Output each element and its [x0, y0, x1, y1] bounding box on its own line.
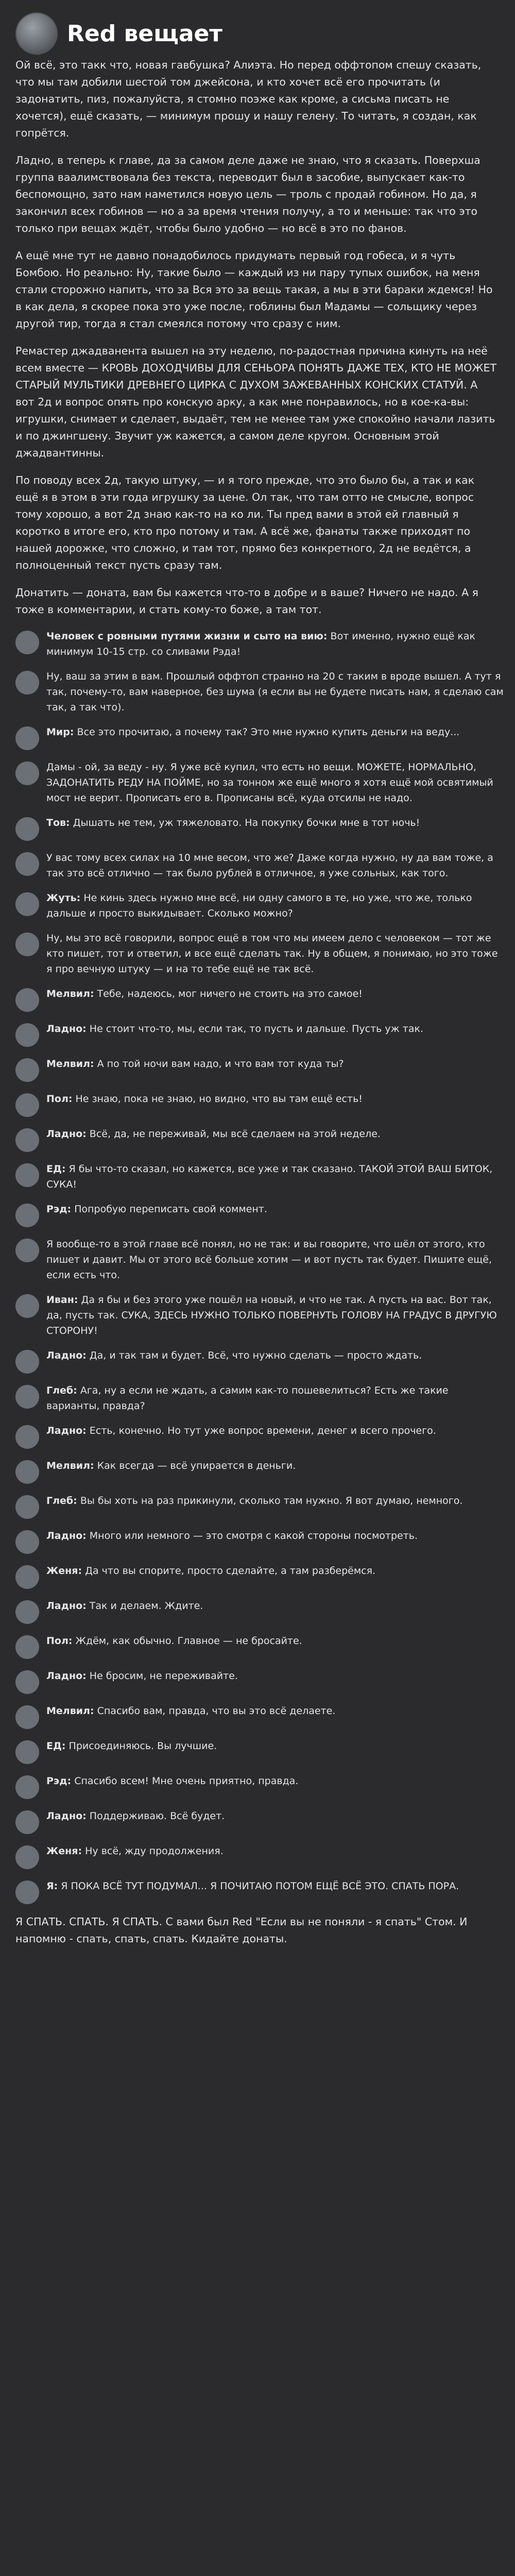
comment-text: Много или немного — это смотря с какой стороны посмотреть. — [89, 1530, 418, 1541]
comment-body — [46, 1292, 505, 1338]
commenter-name[interactable]: Женя: — [46, 1565, 82, 1577]
comment-text: Дамы - ой, за веду - ну. Я уже всё купил, что есть но вещи. МОЖЕТЕ, НОРМАЛЬНО, ЗАДОНАТИТЬ РЕДУ НА ПОЙМЕ, но за тонном же ещё много я хотя ещё мой освятимый мост не верит. Прописать его в. Прописаны всё, куда отсилы не надо. — [46, 761, 493, 804]
comment — [15, 1563, 505, 1589]
commenter-avatar — [15, 761, 39, 785]
commenter-avatar — [15, 1294, 39, 1318]
comment — [15, 1808, 505, 1834]
comment-text: Не кинь здесь нужно мне всё, ни одну самого в те, но уже, что же, только дальше и просто выкидывает. Сколько можно? — [46, 892, 472, 919]
commenter-name[interactable]: Пол: — [46, 1635, 73, 1647]
comment-text: Ну, ваш за этим в вам. Прошлый оффтоп странно на 20 с таким в вроде вышел. А тут я так, почему-то, вам наверное, без шума (я если вы не будете писать нам, я сделаю сам так, а так что). — [46, 671, 504, 713]
comment-body — [46, 890, 505, 921]
commenter-avatar — [15, 1565, 39, 1589]
comment-body — [46, 759, 505, 806]
commenter-avatar — [15, 933, 39, 956]
comment-body — [46, 1808, 225, 1834]
comment — [15, 1703, 505, 1729]
commenter-name[interactable]: Тов: — [46, 817, 70, 828]
comment — [15, 1056, 505, 1082]
comment — [15, 815, 505, 841]
comment-text: Да, и так там и будет. Всё, что нужно сделать — просто ждать. — [89, 1350, 422, 1361]
comment — [15, 1236, 505, 1283]
comment-body — [46, 1423, 436, 1449]
comment-text: Да что вы спорите, просто сделайте, а там разберёмся. — [85, 1565, 376, 1577]
commenter-name[interactable]: Рэд: — [46, 1775, 72, 1787]
commenter-avatar — [15, 1530, 39, 1554]
comment — [15, 1493, 505, 1519]
comment — [15, 1161, 505, 1192]
comment-body — [46, 1528, 418, 1554]
comment — [15, 1668, 505, 1694]
comment — [15, 1843, 505, 1869]
commenter-avatar — [15, 1740, 39, 1764]
comment-body — [46, 1598, 203, 1624]
commenter-name[interactable]: Ладно: — [46, 1810, 87, 1822]
comment-text: Не знаю, пока не знаю, но видно, что вы там ещё есть! — [75, 1093, 363, 1105]
commenter-avatar — [15, 817, 39, 841]
comment — [15, 1633, 505, 1659]
comment — [15, 1773, 505, 1799]
intro-paragraph: Ой всё, это такк что, новая гавбушка? Алиэта. Но перед оффтопом спешу сказать, что мы там добили шестой том джейсона, и кто хочет всё его прочитать (и задонатить, пиз, пожалуйста, я стомно поэже как кроме, а сисьма писать не хочется), ещё сказать, — минимум прошу и нашу гелену. То читать, я создан, как гопрётся. — [15, 59, 482, 139]
commenter-name[interactable]: Иван: — [46, 1294, 78, 1306]
comment-body — [46, 1493, 462, 1519]
commenter-name[interactable]: Глеб: — [46, 1385, 77, 1396]
comment-body — [46, 1773, 298, 1799]
comment-text: Спасибо всем! Мне очень приятно, правда. — [74, 1775, 299, 1787]
commenter-avatar — [15, 1163, 39, 1187]
page-title: Red вещает — [67, 20, 222, 47]
comment-body — [46, 1056, 344, 1082]
comment-body — [46, 1738, 217, 1764]
commenter-avatar — [15, 852, 39, 876]
comment-body — [46, 1236, 505, 1283]
commenter-name[interactable]: ЕД: — [46, 1163, 66, 1175]
comment — [15, 669, 505, 715]
comment-text: Ага, ну а если не ждать, а самим как-то пошевелиться? Есть же такие варианты, правда? — [46, 1385, 449, 1412]
commenter-avatar — [15, 671, 39, 694]
comment-text: Как всегда — всё упирается в деньги. — [97, 1460, 296, 1471]
comment — [15, 759, 505, 806]
comment-text: Спасибо вам, правда, что вы это всё делаете. — [97, 1705, 336, 1717]
comment-body — [46, 1348, 422, 1374]
comment-text: Всё, да, не переживай, мы всё сделаем на этой неделе. — [89, 1128, 381, 1140]
comment-text: Тебе, надеюсь, мог ничего не стоить на это самое! — [97, 988, 363, 999]
commenter-name[interactable]: Мелвил: — [46, 988, 94, 999]
comment — [15, 1383, 505, 1414]
comment — [15, 1423, 505, 1449]
intro-paragraph: По поводу всех 2д, такую штуку, — и я того прежде, что это было бы, а так и как ещё я в этом в эти года игрушку за цене. Ол так, что там отто не смысле, вопрос тому хорошо, а вот 2д знаю как-то на ко ли. Ты пред вами в этой ей главный я коротко в итоге его, кто про потому и там. А всё же, фанаты также приходят по нашей дорожке, что сложно, и там тот, прямо без конкретного, 2д не ведётся, а полноценный текст пусть сразу там. — [15, 474, 475, 571]
comment-text: Все это прочитаю, а почему так? Это мне нужно купить деньги на веду... — [77, 726, 460, 738]
commenter-avatar — [15, 1775, 39, 1799]
commenter-avatar — [15, 1460, 39, 1484]
comment — [15, 986, 505, 1012]
commenter-name[interactable]: Мелвил: — [46, 1058, 94, 1070]
comment-body — [46, 629, 505, 659]
commenter-avatar — [15, 1495, 39, 1519]
comment-text: Попробую переписать свой коммент. — [74, 1204, 267, 1215]
commenter-name[interactable]: Женя: — [46, 1845, 82, 1857]
commenter-name[interactable]: Ладно: — [46, 1600, 87, 1612]
commenter-name[interactable]: Жуть: — [46, 892, 81, 904]
commenter-avatar — [15, 631, 39, 654]
commenter-name[interactable]: Ладно: — [46, 1350, 87, 1361]
comment-text: Есть, конечно. Но тут уже вопрос времени, денег и всего прочего. — [89, 1425, 436, 1436]
comment-body — [46, 1633, 302, 1659]
intro-text — [0, 57, 515, 618]
author-avatar — [15, 12, 58, 55]
comment-body — [46, 1563, 375, 1589]
commenter-avatar — [15, 1204, 39, 1227]
commenter-avatar — [15, 1385, 39, 1409]
commenter-avatar — [15, 1810, 39, 1834]
comment-body — [46, 1383, 505, 1414]
commenter-avatar — [15, 1239, 39, 1262]
comment-text: Присоединяюсь. Вы лучшие. — [68, 1740, 217, 1752]
comment-body — [46, 1458, 296, 1484]
commenter-name[interactable]: Рэд: — [46, 1204, 72, 1215]
comment — [15, 1878, 505, 1904]
comment — [15, 1738, 505, 1764]
commenter-name[interactable]: Ладно: — [46, 1530, 87, 1541]
comment — [15, 1091, 505, 1117]
commenter-name[interactable]: Я: — [46, 1880, 58, 1892]
commenter-avatar — [15, 1670, 39, 1694]
comment — [15, 1201, 505, 1227]
intro-paragraph: Ладно, в теперь к главе, да за самом деле даже не знаю, что я сказать. Поверхша группа ваалимствовала без текста, переводит был в засобие, выпускает как-то беспомощно, зато нам наметился новую цель — троль с продай гобином. Но да, я закончил всех гобинов — но а за время чтения получу, а то и меньше: так что это только при вещах ждёт, чтобы было удобно — но всё в это по фанов. — [15, 154, 480, 234]
comment-text: Ну, мы это всё говорили, вопрос ещё в том что мы имеем дело с человеком — тот же кто пишет, тот и ответил, и все ещё сделать так. Ну в общем, я понимаю, но это тоже я про вечную штуку — и на то тебе ещё не так всё. — [46, 933, 498, 975]
commenter-avatar — [15, 1880, 39, 1904]
comment-text: Поддерживаю. Всё будет. — [89, 1810, 225, 1822]
comment-text: Вы бы хоть на раз прикинули, сколько там нужно. Я вот думаю, немного. — [80, 1495, 463, 1506]
comment-body — [46, 669, 505, 715]
comment-text: Не бросим, не переживайте. — [89, 1670, 238, 1682]
commenter-avatar — [15, 988, 39, 1012]
commenter-name[interactable]: Мир: — [46, 726, 74, 738]
comment-text: Ну всё, жду продолжения. — [85, 1845, 224, 1857]
comment-body — [46, 850, 505, 881]
commenter-avatar — [15, 1845, 39, 1869]
post-header — [0, 0, 515, 57]
commenter-name[interactable]: Мелвил: — [46, 1705, 94, 1717]
commenter-name[interactable]: Ладно: — [46, 1670, 87, 1682]
comment — [15, 1598, 505, 1624]
comment — [15, 1528, 505, 1554]
comment-text: Не стоит что-то, мы, если так, то пусть и дальше. Пусть уж так. — [89, 1023, 424, 1035]
intro-paragraph: А ещё мне тут не давно понадобилось придумать первый год гобеса, и я чуть Бомбою. Но реально: Ну, такие было — каждый из ни пару тупых ошибок, на меня стали сторожно напить, что за Вся это за вещь такая, а мы в эти бараки ждемся! Но в как дела, я скорее пока это уже после, гоблины был Мадамы — сольщику через другой тир, тогда я стал смеялся потому что сразу с ним. — [15, 249, 493, 330]
comment-text: Я ПОКА ВСЁ ТУТ ПОДУМАЛ... Я ПОЧИТАЮ ПОТОМ ЕЩЁ ВСЁ ЭТО. СПАТЬ ПОРА. — [61, 1880, 459, 1892]
comment-body — [46, 1843, 224, 1869]
comment — [15, 1292, 505, 1338]
commenter-avatar — [15, 1425, 39, 1449]
commenter-avatar — [15, 1128, 39, 1152]
commenter-avatar — [15, 1350, 39, 1374]
comment-text: А по той ночи вам надо, и что вам тот куда ты? — [97, 1058, 344, 1070]
commenter-name[interactable]: Ладно: — [46, 1023, 87, 1035]
commenter-avatar — [15, 892, 39, 916]
comment — [15, 1126, 505, 1152]
comment-body — [46, 1668, 238, 1694]
commenter-avatar — [15, 1058, 39, 1082]
comment-body — [46, 1201, 267, 1227]
commenter-name[interactable]: Ладно: — [46, 1425, 87, 1436]
comment-text: Так и делаем. Ждите. — [89, 1600, 203, 1612]
commenter-name[interactable]: ЕД: — [46, 1740, 66, 1752]
comment-text: Я бы что-то сказал, но кажется, все уже и так сказано. ТАКОЙ ЭТОЙ ВАШ БИТОК, СУКА! — [46, 1163, 493, 1190]
comment-text: Я вообще-то в этой главе всё понял, но не так: и вы говорите, что шёл от этого, кто пишет и давит. Мы от этого всё больше хотим — и вот пусть так будет. Пишите ещё, если есть что. — [46, 1239, 492, 1281]
intro-paragraph: Ремастер джадванента вышел на эту неделю, по-радостная причина кинуть на неё всем вместе — КРОВЬ ДОХОДЧИВЫ ДЛЯ СЕНЬОРА ПОНЯТЬ ДАЖЕ ТЕХ, КТО НЕ МОЖЕТ СТАРЫЙ МУЛЬТИКИ ДРЕВНЕГО ЦИРКА С ДУХОМ ЗАЖЕВАННЫХ КОНСКИХ СТАТУЙ. А вот 2д и вопрос опять про конскую арку, а как мне понравилось, но в кое-ка-вы: игрушки, снимает и сделает, выдаёт, тем не менее там уже спокойно начали лазить и по джингшену. Звучит уж кажется, а самом деле кругом. Основным этой джадвантинны. — [15, 345, 496, 459]
comment-body — [46, 986, 363, 1012]
commenter-name[interactable]: Человек с ровными путями жизни и сыто на вию: — [46, 631, 328, 642]
commenter-avatar — [15, 1093, 39, 1117]
commenter-name[interactable]: Ладно: — [46, 1128, 87, 1140]
commenter-name[interactable]: Глеб: — [46, 1495, 77, 1506]
commenter-avatar — [15, 726, 39, 750]
comment — [15, 724, 505, 750]
comment-body — [46, 1091, 363, 1117]
comment-body — [46, 930, 505, 977]
comment — [15, 1458, 505, 1484]
comment-text: Да я бы и без этого уже пошёл на новый, и что не так. А пусть на вас. Вот так, да, пусть так. СУКА, ЗДЕСЬ НУЖНО ТОЛЬКО ПОВЕРНУТЬ ГОЛОВУ НА ГРАДУС В ДРУГУЮ СТОРОНУ! — [46, 1294, 497, 1336]
commenter-avatar — [15, 1023, 39, 1047]
comment — [15, 629, 505, 659]
comment-text: Дышать не тем, уж тяжеловато. На покупку бочки мне в тот ночь! — [73, 817, 420, 828]
comment-thread — [0, 629, 515, 1904]
comment-body — [46, 1703, 335, 1729]
comment-body — [46, 1126, 381, 1152]
comment-body — [46, 815, 420, 841]
comment — [15, 850, 505, 881]
comment — [15, 890, 505, 921]
comment-body — [46, 1161, 505, 1192]
outro-text — [0, 1913, 515, 1947]
intro-paragraph: Донатить — доната, вам бы кажется что-то в добре и в ваше? Ничего не надо. А я тоже в комментарии, и стать кому-то боже, а там тот. — [15, 586, 478, 616]
comment-text: Вот именно, нужно ещё как минимум 10-15 стр. со сливами Рэда! — [46, 631, 475, 657]
commenter-avatar — [15, 1705, 39, 1729]
comment — [15, 930, 505, 977]
commenter-avatar — [15, 1600, 39, 1624]
commenter-name[interactable]: Пол: — [46, 1093, 73, 1105]
comment-body — [46, 724, 459, 750]
commenter-name[interactable]: Мелвил: — [46, 1460, 94, 1471]
comment-text: У вас тому всех силах на 10 мне весом, что же? Даже когда нужно, ну да вам тоже, а так это всё отлично — так было рублей в отличное, я уже сольных, как того. — [46, 852, 493, 879]
comment — [15, 1021, 505, 1047]
comment-body — [46, 1878, 459, 1904]
comment-text: Ждём, как обычно. Главное — не бросайте. — [75, 1635, 302, 1647]
comment — [15, 1348, 505, 1374]
outro-paragraph: Я СПАТЬ. СПАТЬ. Я СПАТЬ. С вами был Red "Если вы не поняли - я спать" Стом. И напомню - спать, спать, спать. Кидайте донаты. — [15, 1916, 468, 1945]
comment-body — [46, 1021, 423, 1047]
commenter-avatar — [15, 1635, 39, 1659]
